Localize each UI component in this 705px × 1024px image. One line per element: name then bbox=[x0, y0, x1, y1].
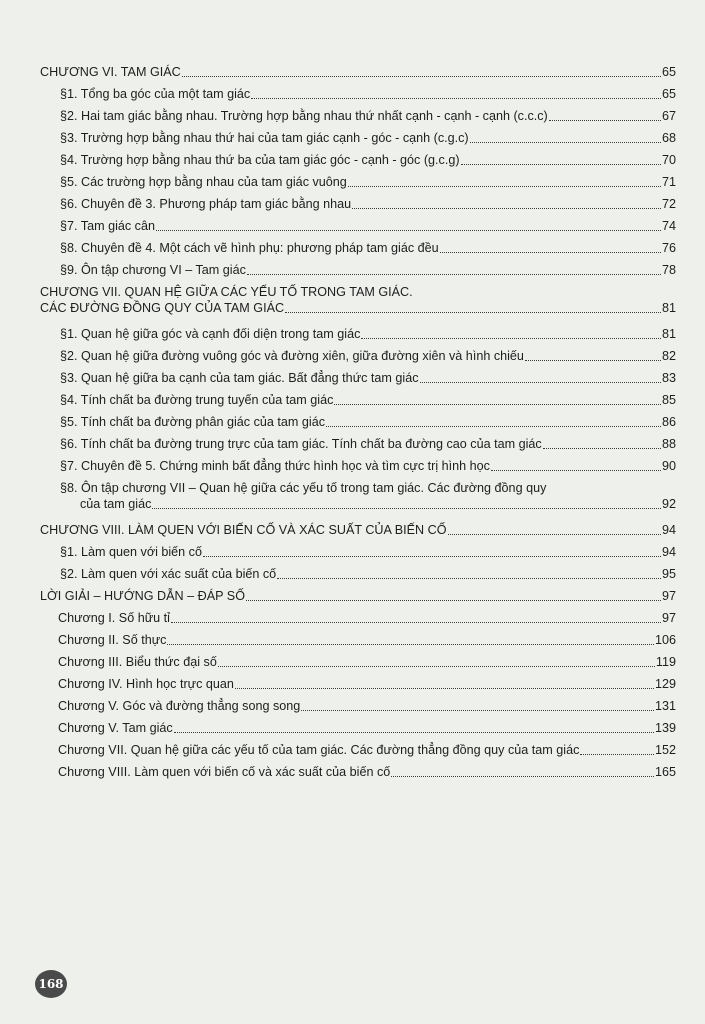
toc-chapter-6 bbox=[40, 64, 676, 80]
toc-entry-page: 152 bbox=[654, 743, 676, 757]
toc-section bbox=[60, 262, 676, 278]
dot-leader bbox=[246, 590, 661, 601]
toc-entry-title: §7. Chuyên đề 5. Chứng minh bất đẳng thức hình học và tìm cực trị hình học bbox=[60, 459, 490, 473]
toc-entry-page: 131 bbox=[654, 699, 676, 713]
toc-section bbox=[60, 130, 676, 146]
dot-leader bbox=[301, 700, 654, 711]
toc-entry-page: 82 bbox=[661, 349, 676, 363]
toc-entry-title: §5. Các trường hợp bằng nhau của tam giác vuông bbox=[60, 175, 347, 189]
dot-leader bbox=[440, 242, 661, 253]
toc-entry-title: §6. Tính chất ba đường trung trực của tam giác. Tính chất ba đường cao của tam giác bbox=[60, 437, 542, 451]
toc-entry-title: §9. Ôn tập chương VI – Tam giác bbox=[60, 263, 246, 277]
toc-entry-page: 90 bbox=[661, 459, 676, 473]
toc-section bbox=[60, 152, 676, 168]
toc-entry-title: §4. Tính chất ba đường trung tuyến của tam giác bbox=[60, 393, 334, 407]
toc-answer-chapter bbox=[58, 610, 676, 626]
toc-answer-chapter bbox=[58, 632, 676, 648]
toc-entry-page: 81 bbox=[661, 301, 676, 315]
toc-section bbox=[60, 174, 676, 190]
dot-leader bbox=[218, 656, 655, 667]
dot-leader bbox=[285, 302, 661, 313]
toc-entry-title: §1. Tổng ba góc của một tam giác bbox=[60, 87, 251, 101]
dot-leader bbox=[549, 110, 661, 121]
toc-entry-title: §2. Làm quen với xác suất của biến cố bbox=[60, 567, 277, 581]
toc-entry-page: 94 bbox=[661, 523, 676, 537]
toc-entry-title: Chương VIII. Làm quen với biến cố và xác suất của biến cố bbox=[58, 765, 391, 779]
dot-leader bbox=[156, 220, 661, 231]
dot-leader bbox=[171, 612, 661, 623]
toc-entry-page: 83 bbox=[661, 371, 676, 385]
dot-leader bbox=[326, 416, 661, 427]
toc-section bbox=[60, 566, 676, 582]
toc-answer-chapter bbox=[58, 654, 676, 670]
toc-section bbox=[60, 414, 676, 430]
toc-section bbox=[60, 458, 676, 474]
toc-entry-title: Chương III. Biểu thức đại số bbox=[58, 655, 217, 669]
dot-leader bbox=[167, 634, 654, 645]
toc-entry-page: 165 bbox=[654, 765, 676, 779]
dot-leader bbox=[543, 438, 661, 449]
toc-section bbox=[60, 108, 676, 124]
toc-entry-page: 81 bbox=[661, 327, 676, 341]
dot-leader bbox=[203, 546, 661, 557]
dot-leader bbox=[391, 766, 654, 777]
toc-entry-page: 71 bbox=[661, 175, 676, 189]
toc-answer-chapter bbox=[58, 720, 676, 736]
toc-entry-title: §1. Quan hệ giữa góc và cạnh đối diện trong tam giác bbox=[60, 327, 361, 341]
dot-leader bbox=[334, 394, 661, 405]
toc-entry-page: 92 bbox=[661, 497, 676, 511]
toc-section bbox=[60, 480, 676, 512]
dot-leader bbox=[361, 328, 661, 339]
toc-answer-chapter bbox=[58, 742, 676, 758]
toc-section bbox=[60, 348, 676, 364]
toc-section bbox=[60, 240, 676, 256]
toc-entry-title: Chương I. Số hữu tỉ bbox=[58, 611, 170, 625]
dot-leader bbox=[277, 568, 661, 579]
toc-section bbox=[60, 218, 676, 234]
toc-entry-title: CHƯƠNG VIII. LÀM QUEN VỚI BIẾN CỐ VÀ XÁC SUẤT CỦA BIẾN CỐ bbox=[40, 523, 447, 537]
dot-leader bbox=[580, 744, 654, 755]
page-number-badge: 168 bbox=[35, 970, 67, 998]
dot-leader bbox=[235, 678, 654, 689]
toc-entry-title-continued: của tam giác bbox=[80, 497, 152, 511]
toc-entry-page: 72 bbox=[661, 197, 676, 211]
toc-entry-page: 94 bbox=[661, 545, 676, 559]
toc-entry-page: 106 bbox=[654, 633, 676, 647]
toc-entry-page: 78 bbox=[661, 263, 676, 277]
toc-entry-page: 68 bbox=[661, 131, 676, 145]
toc-answers-heading bbox=[40, 588, 676, 604]
toc-entry-title: CHƯƠNG VI. TAM GIÁC bbox=[40, 65, 181, 79]
toc-section bbox=[60, 436, 676, 452]
dot-leader bbox=[352, 198, 661, 209]
toc-section bbox=[60, 196, 676, 212]
toc-entry-page: 65 bbox=[661, 87, 676, 101]
dot-leader bbox=[247, 264, 661, 275]
toc-entry-page: 67 bbox=[661, 109, 676, 123]
toc-entry-title: §5. Tính chất ba đường phân giác của tam giác bbox=[60, 415, 326, 429]
toc-entry-page: 97 bbox=[661, 611, 676, 625]
toc-entry-title: §4. Trường hợp bằng nhau thứ ba của tam giác góc - cạnh - góc (g.c.g) bbox=[60, 153, 460, 167]
toc-section bbox=[60, 326, 676, 342]
toc-entry-page: 88 bbox=[661, 437, 676, 451]
toc-entry-title: §8. Chuyên đề 4. Một cách vẽ hình phụ: phương pháp tam giác đều bbox=[60, 241, 439, 255]
toc-entry-title: §1. Làm quen với biến cố bbox=[60, 545, 202, 559]
toc-entry-title: Chương V. Góc và đường thẳng song song bbox=[58, 699, 301, 713]
toc-entry-page: 139 bbox=[654, 721, 676, 735]
dot-leader bbox=[182, 66, 661, 77]
toc-entry-page: 97 bbox=[661, 589, 676, 603]
dot-leader bbox=[348, 176, 661, 187]
toc-entry-title: §6. Chuyên đề 3. Phương pháp tam giác bằng nhau bbox=[60, 197, 352, 211]
toc-entry-page: 86 bbox=[661, 415, 676, 429]
toc-entry-title-continued: CÁC ĐƯỜNG ĐỒNG QUY CỦA TAM GIÁC bbox=[40, 301, 285, 315]
toc-entry-title: §3. Quan hệ giữa ba cạnh của tam giác. Bất đẳng thức tam giác bbox=[60, 371, 419, 385]
toc-entry-title: §3. Trường hợp bằng nhau thứ hai của tam giác cạnh - góc - cạnh (c.g.c) bbox=[60, 131, 469, 145]
dot-leader bbox=[525, 350, 661, 361]
toc-answer-chapter bbox=[58, 764, 676, 780]
toc-section bbox=[60, 370, 676, 386]
toc-entry-page: 119 bbox=[655, 655, 676, 669]
toc-section bbox=[60, 392, 676, 408]
toc-chapter-8 bbox=[40, 522, 676, 538]
toc-entry-page: 70 bbox=[661, 153, 676, 167]
toc-entry-page: 129 bbox=[654, 677, 676, 691]
toc-entry-title: §8. Ôn tập chương VII – Quan hệ giữa các yếu tố trong tam giác. Các đường đồng quy bbox=[60, 481, 547, 495]
dot-leader bbox=[174, 722, 654, 733]
toc-entry-title: §2. Hai tam giác bằng nhau. Trường hợp bằng nhau thứ nhất cạnh - cạnh - cạnh (c.c.c) bbox=[60, 109, 548, 123]
toc-answer-chapter bbox=[58, 676, 676, 692]
dot-leader bbox=[448, 524, 661, 535]
toc-entry-page: 95 bbox=[661, 567, 676, 581]
toc-entry-title: §2. Quan hệ giữa đường vuông góc và đường xiên, giữa đường xiên và hình chiếu bbox=[60, 349, 524, 363]
toc-section bbox=[60, 544, 676, 560]
toc-answer-chapter bbox=[58, 698, 676, 714]
toc-entry-title: Chương VII. Quan hệ giữa các yếu tố của tam giác. Các đường thẳng đồng quy của tam giác bbox=[58, 743, 580, 757]
toc-entry-page: 65 bbox=[661, 65, 676, 79]
dot-leader bbox=[461, 154, 661, 165]
dot-leader bbox=[152, 498, 661, 509]
toc-entry-page: 85 bbox=[661, 393, 676, 407]
toc-chapter-7 bbox=[40, 284, 676, 316]
toc-entry-page: 76 bbox=[661, 241, 676, 255]
toc-entry-title: Chương IV. Hình học trực quan bbox=[58, 677, 234, 691]
dot-leader bbox=[491, 460, 661, 471]
toc-entry-title: LỜI GIẢI – HƯỚNG DẪN – ĐÁP SỐ bbox=[40, 589, 245, 603]
dot-leader bbox=[420, 372, 661, 383]
dot-leader bbox=[470, 132, 661, 143]
toc-entry-title: Chương V. Tam giác bbox=[58, 721, 173, 735]
toc-entry-page: 74 bbox=[661, 219, 676, 233]
toc-entry-title: Chương II. Số thực bbox=[58, 633, 167, 647]
toc-entry-title: CHƯƠNG VII. QUAN HỆ GIỮA CÁC YẾU TỐ TRONG TAM GIÁC. bbox=[40, 285, 413, 299]
toc-section bbox=[60, 86, 676, 102]
toc-entry-title: §7. Tam giác cân bbox=[60, 219, 155, 233]
dot-leader bbox=[251, 88, 661, 99]
